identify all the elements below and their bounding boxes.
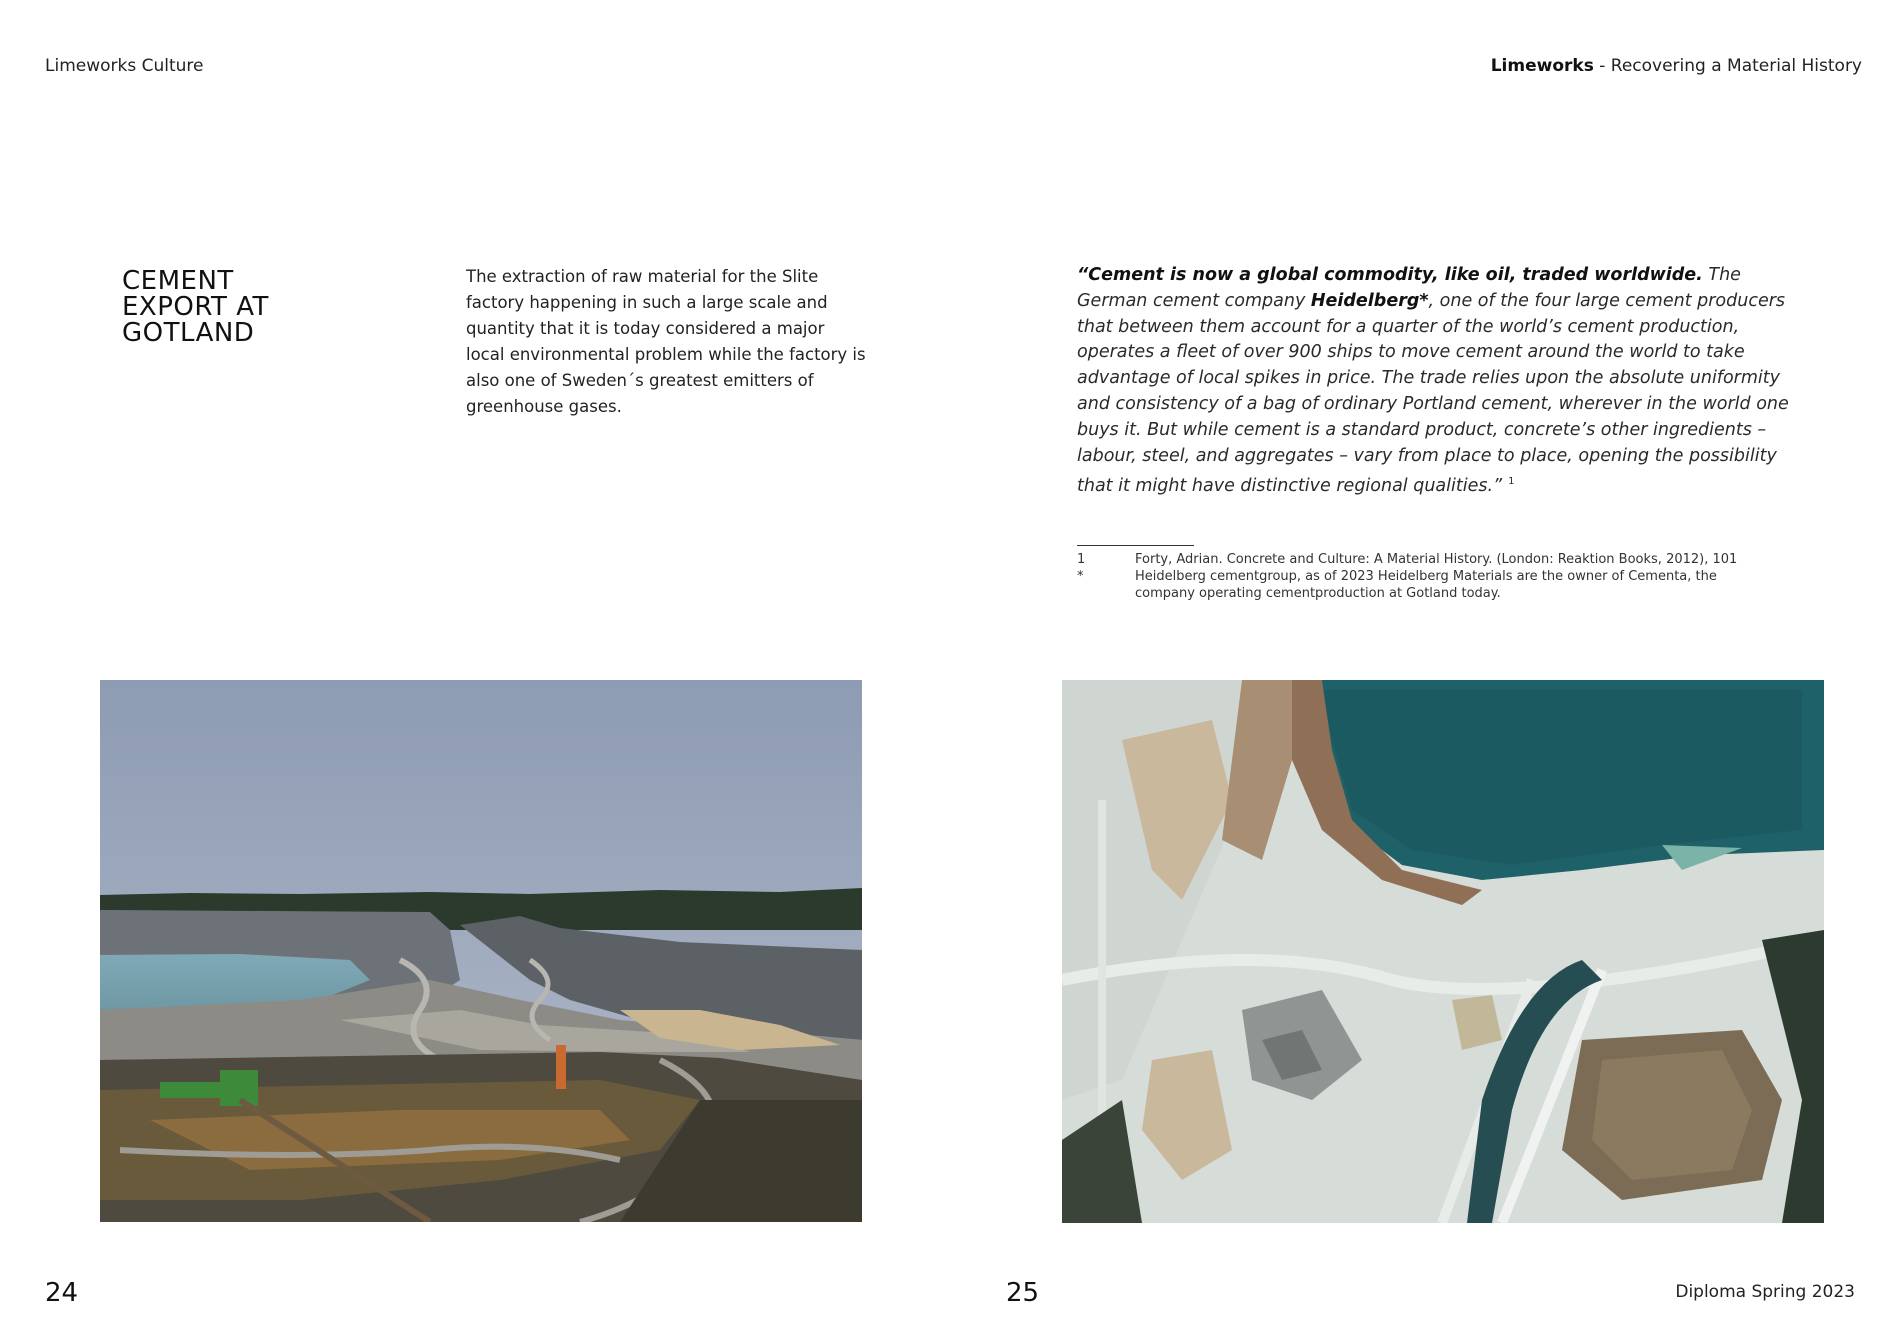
block-quote (1077, 263, 1797, 500)
page-number-right: 25 (1006, 1278, 1040, 1308)
footnote-rule (1077, 545, 1194, 546)
page-number-left: 24 (45, 1278, 79, 1308)
running-header-bold: Limeworks (1490, 56, 1594, 76)
quote-lead: “Cement is now a global commodity, like oil, traded worldwide. (1077, 265, 1703, 285)
running-header-right (1491, 56, 1862, 76)
footnote-text: Forty, Adrian. Concrete and Culture: A Material History. (London: Reaktion Books, 2012), 101 (1135, 552, 1738, 567)
intro-paragraph: The extraction of raw material for the Slite factory happening in such a large scale and quantity that it is today considered a major local environmental problem while the factory is also one of Sweden´s greatest emitters of greenhouse gases. (466, 267, 866, 416)
quote-part1: The German cement company (1077, 265, 1741, 311)
quote-footnote-ref: 1 (1508, 476, 1515, 488)
section-title: CEMENT EXPORT AT GOTLAND (122, 266, 269, 348)
running-header-left: Limeworks Culture (45, 56, 204, 76)
quote-part2: , one of the four large cement producers that between them account for a quarter of the world’s cement production, operates a fleet of over 900 ships to move cement around the world to take advantage of local spikes in price. The trade relies upon the absolute uniformity and consistency of a bag of ordinary Portland cement, wherever in the world one buys it. But while cement is a standard product, concrete’s other ingredients – labour, steel, and aggregates – vary from place to place, opening the possibility that it might have distinctive regional qualities.” (1077, 290, 1789, 497)
running-header-rest: - Recovering a Material History (1593, 56, 1862, 76)
aerial-quarry-photo (1062, 680, 1824, 1223)
quarry-landscape-photo (100, 680, 862, 1222)
footnote-mark: 1 (1077, 552, 1086, 567)
footnote-mark: * (1077, 569, 1084, 584)
footer-right: Diploma Spring 2023 (1675, 1282, 1855, 1302)
quote-company: Heidelberg* (1310, 290, 1429, 311)
footnote-text: Heidelberg cementgroup, as of 2023 Heidelberg Materials are the owner of Cementa, the company operating cementproduction at Gotland today. (1135, 569, 1717, 601)
